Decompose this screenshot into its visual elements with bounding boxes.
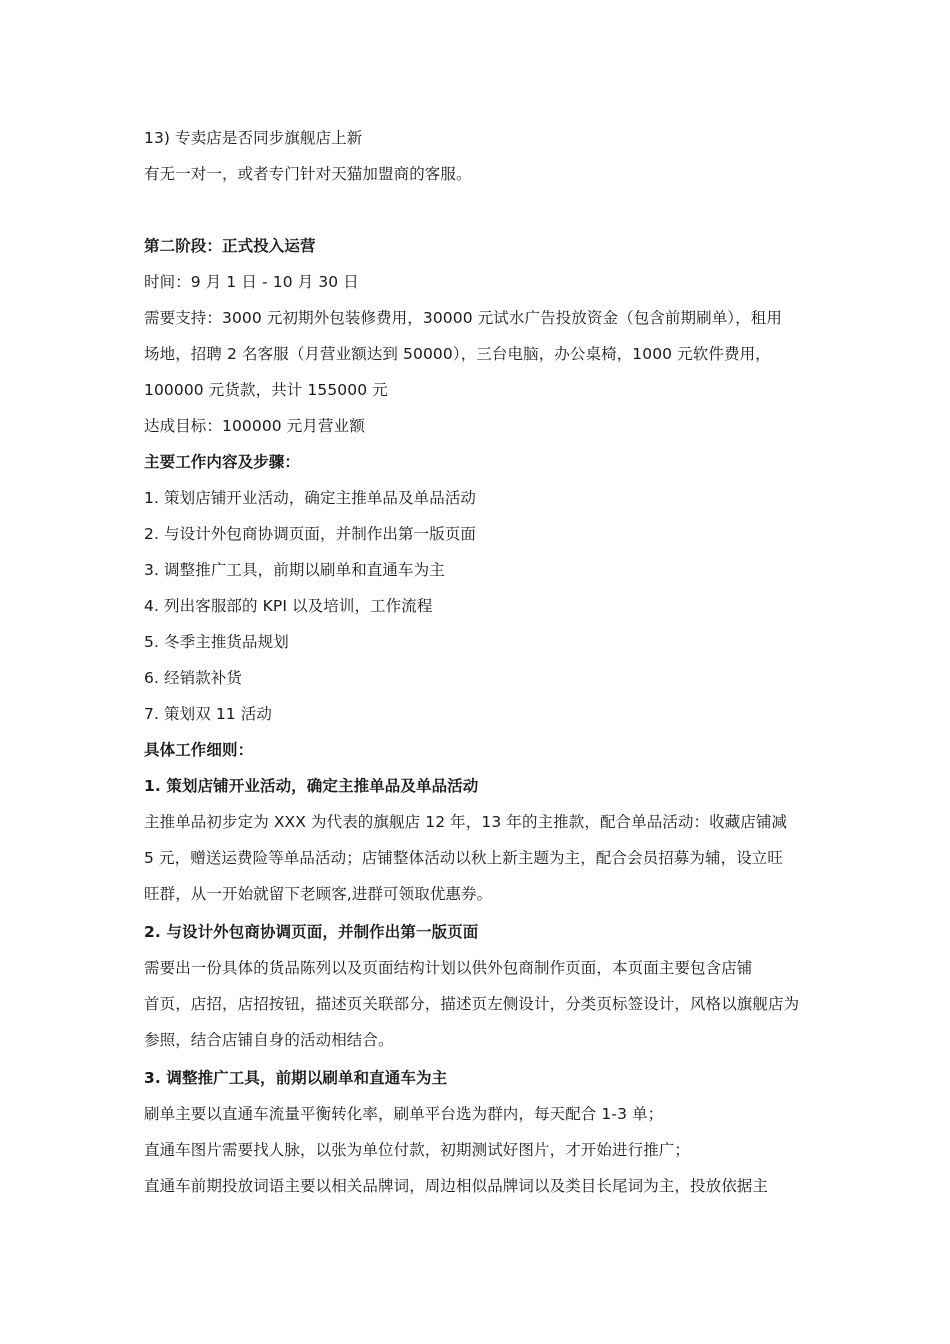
paragraph: 刷单主要以直通车流量平衡转化率，刷单平台选为群内，每天配合 1-3 单； bbox=[144, 1105, 664, 1123]
list-item: 7. 策划双 11 活动 bbox=[144, 705, 272, 723]
detail-heading-1: 1. 策划店铺开业活动，确定主推单品及单品活动 bbox=[144, 777, 479, 795]
list-item: 6. 经销款补货 bbox=[144, 669, 243, 687]
section-heading-stage-2: 第二阶段：正式投入运营 bbox=[144, 237, 316, 255]
list-item: 2. 与设计外包商协调页面，并制作出第一版页面 bbox=[144, 525, 477, 543]
paragraph: 有无一对一，或者专门针对天猫加盟商的客服。 bbox=[144, 165, 472, 183]
list-item: 5. 冬季主推货品规划 bbox=[144, 633, 289, 651]
paragraph-support: 100000 元货款，共计 155000 元 bbox=[144, 381, 388, 399]
paragraph-time: 时间：9 月 1 日 - 10 月 30 日 bbox=[144, 273, 359, 291]
paragraph: 主推单品初步定为 XXX 为代表的旗舰店 12 年，13 年的主推款，配合单品活动：收藏店铺减 bbox=[144, 813, 788, 831]
paragraph: 5 元，赠送运费险等单品活动；店铺整体活动以秋上新主题为主，配合会员招募为辅，设立旺 bbox=[144, 849, 783, 867]
detail-heading-2: 2. 与设计外包商协调页面，并制作出第一版页面 bbox=[144, 923, 479, 941]
paragraph: 首页，店招，店招按钮，描述页关联部分，描述页左侧设计，分类页标签设计，风格以旗舰店为 bbox=[144, 995, 800, 1013]
list-item: 4. 列出客服部的 KPI 以及培训，工作流程 bbox=[144, 597, 433, 615]
detail-heading-3: 3. 调整推广工具，前期以刷单和直通车为主 bbox=[144, 1069, 448, 1087]
paragraph: 需要出一份具体的货品陈列以及页面结构计划以供外包商制作页面，本页面主要包含店铺 bbox=[144, 959, 753, 977]
paragraph-support: 场地，招聘 2 名客服（月营业额达到 50000），三台电脑，办公桌椅，1000 元软件费用， bbox=[144, 345, 771, 363]
paragraph: 旺群，从一开始就留下老顾客,进群可领取优惠券。 bbox=[144, 885, 493, 903]
list-item: 3. 调整推广工具，前期以刷单和直通车为主 bbox=[144, 561, 445, 579]
paragraph: 参照，结合店铺自身的活动相结合。 bbox=[144, 1031, 394, 1049]
paragraph: 直通车前期投放词语主要以相关品牌词，周边相似品牌词以及类目长尾词为主，投放依据主 bbox=[144, 1177, 769, 1195]
paragraph-support: 需要支持：3000 元初期外包装修费用，30000 元试水广告投放资金（包含前期刷单），租用 bbox=[144, 309, 782, 327]
list-item: 1. 策划店铺开业活动，确定主推单品及单品活动 bbox=[144, 489, 477, 507]
subheading-details: 具体工作细则： bbox=[144, 741, 254, 759]
list-item-13: 13) 专卖店是否同步旗舰店上新 bbox=[144, 129, 363, 147]
paragraph-goal: 达成目标：100000 元月营业额 bbox=[144, 417, 365, 435]
paragraph: 直通车图片需要找人脉，以张为单位付款，初期测试好图片，才开始进行推广； bbox=[144, 1141, 691, 1159]
subheading-main-tasks: 主要工作内容及步骤： bbox=[144, 453, 301, 471]
